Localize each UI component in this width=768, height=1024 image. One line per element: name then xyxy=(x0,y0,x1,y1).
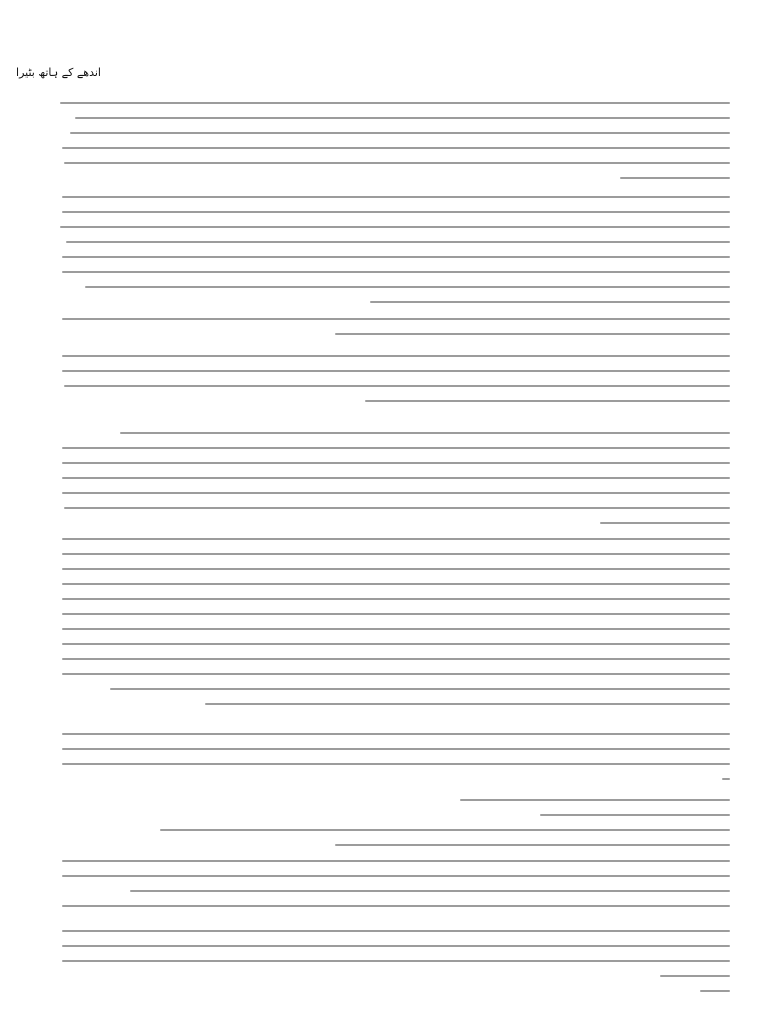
text-line xyxy=(62,462,730,464)
paragraph-1 xyxy=(60,102,730,192)
paragraph-4 xyxy=(60,355,730,415)
text-line xyxy=(62,875,730,877)
text-line xyxy=(620,177,730,179)
text-line xyxy=(62,583,730,585)
text-line xyxy=(62,945,730,947)
paragraph-9 xyxy=(60,860,730,920)
text-line xyxy=(64,507,730,509)
text-line xyxy=(62,477,730,479)
text-line xyxy=(722,778,730,780)
text-line xyxy=(62,271,730,273)
text-line xyxy=(64,385,730,387)
text-line xyxy=(60,226,730,228)
text-line xyxy=(62,568,730,570)
text-line xyxy=(66,241,730,243)
text-line xyxy=(62,643,730,645)
text-line xyxy=(62,748,730,750)
text-line xyxy=(62,211,730,213)
text-line xyxy=(62,598,730,600)
text-line xyxy=(335,844,730,846)
text-line xyxy=(62,673,730,675)
paragraph-5 xyxy=(60,432,730,537)
text-line xyxy=(62,733,730,735)
text-line xyxy=(335,333,730,335)
text-line xyxy=(62,658,730,660)
text-line xyxy=(70,132,730,134)
paragraph-6 xyxy=(60,538,730,718)
text-line xyxy=(85,286,730,288)
text-line xyxy=(600,522,730,524)
text-line xyxy=(110,688,730,690)
text-line xyxy=(62,930,730,932)
text-line xyxy=(62,196,730,198)
paragraph-8 xyxy=(60,799,730,859)
paragraph-2 xyxy=(60,196,730,316)
text-line xyxy=(700,990,730,992)
text-line xyxy=(62,256,730,258)
text-line xyxy=(62,628,730,630)
text-line xyxy=(60,102,730,104)
text-line xyxy=(370,301,730,303)
text-line xyxy=(540,814,730,816)
text-line xyxy=(64,162,730,164)
text-line xyxy=(75,117,730,119)
text-line xyxy=(62,538,730,540)
text-line xyxy=(365,400,730,402)
text-line xyxy=(62,763,730,765)
text-line xyxy=(130,890,730,892)
paragraph-7 xyxy=(60,733,730,793)
text-line xyxy=(62,492,730,494)
text-line xyxy=(160,829,730,831)
text-line xyxy=(205,703,730,705)
text-line xyxy=(62,318,730,320)
text-line xyxy=(660,975,730,977)
text-line xyxy=(62,553,730,555)
text-line xyxy=(62,613,730,615)
paragraph-3 xyxy=(60,318,730,348)
text-line xyxy=(120,432,730,434)
text-line xyxy=(62,905,730,907)
text-line xyxy=(62,447,730,449)
text-line xyxy=(62,960,730,962)
text-line xyxy=(62,147,730,149)
text-line xyxy=(62,355,730,357)
text-line xyxy=(62,370,730,372)
document-title: اندھے کے ہاتھ بٹیرا xyxy=(16,66,101,79)
text-line xyxy=(62,860,730,862)
paragraph-10 xyxy=(60,930,730,1005)
text-line xyxy=(460,799,730,801)
